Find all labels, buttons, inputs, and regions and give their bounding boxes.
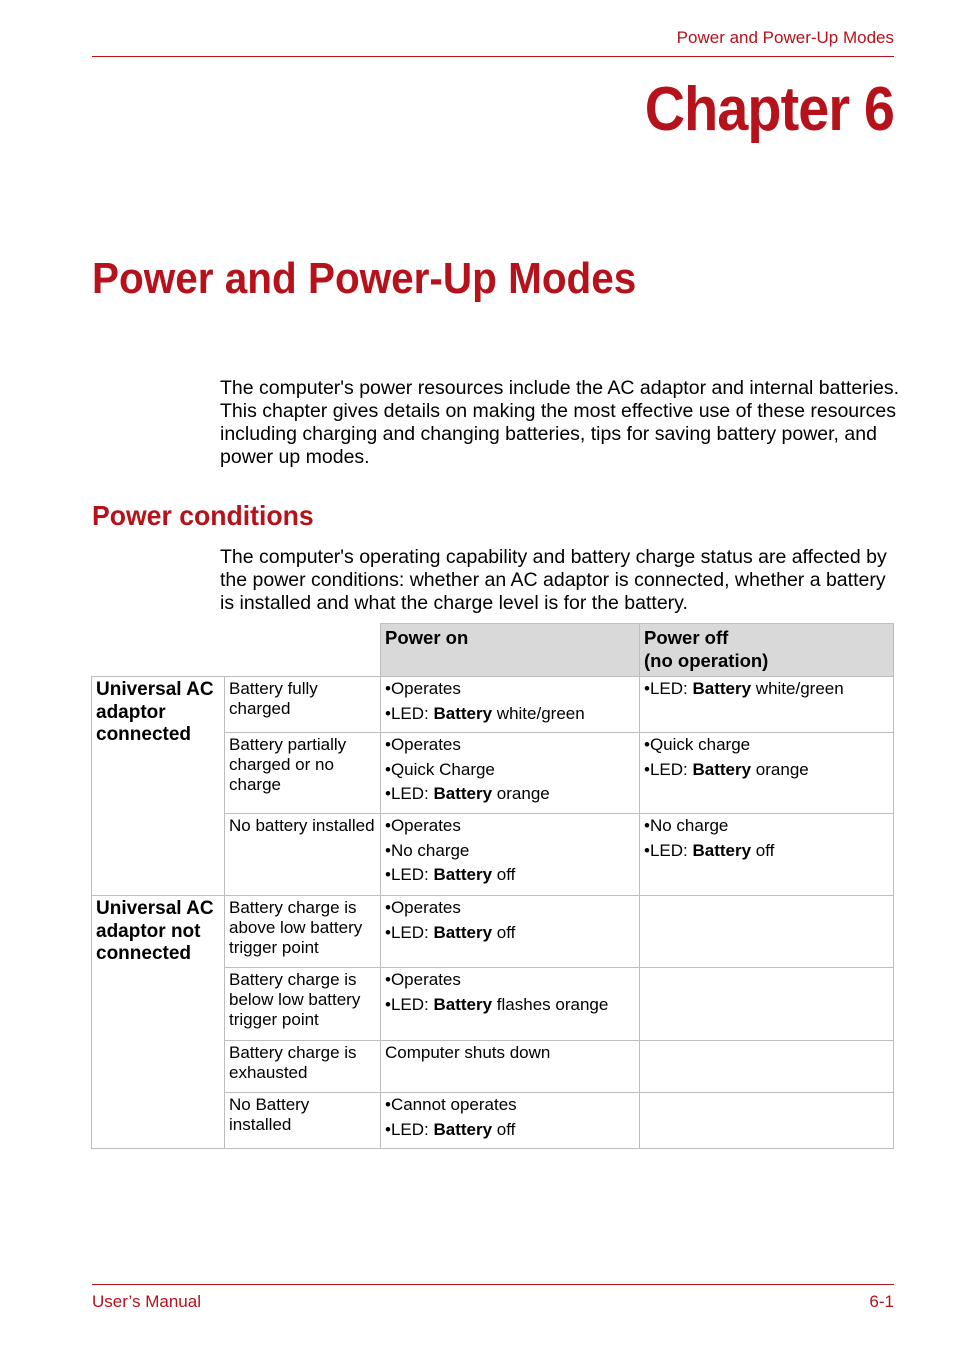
power-off-cell <box>640 1093 894 1149</box>
group-ac-connected: Universal AC adaptor connected <box>92 677 225 896</box>
list-item: • LED: Battery off <box>385 1120 635 1140</box>
power-off-cell <box>640 968 894 1041</box>
section-title: Power conditions <box>92 500 314 531</box>
power-off-cell <box>640 677 894 733</box>
list-item: • Operates <box>385 898 635 918</box>
list-item: • Quick charge <box>644 735 889 755</box>
power-on-cell <box>381 814 640 896</box>
list-item: • LED: Battery off <box>385 865 635 885</box>
empty-corner-cell <box>92 624 381 677</box>
condition-cell: Battery charge is above low battery trigger point <box>225 896 381 968</box>
footer-manual-label: User’s Manual <box>92 1292 201 1311</box>
list-item: • Operates <box>385 970 635 990</box>
list-item: • LED: Battery orange <box>385 784 635 804</box>
list-item: • LED: Battery flashes orange <box>385 995 635 1015</box>
condition-cell: Battery charge is exhausted <box>225 1041 381 1093</box>
list-item: • LED: Battery white/green <box>644 679 889 699</box>
power-off-cell <box>640 814 894 896</box>
condition-cell: Battery fully charged <box>225 677 381 733</box>
power-off-cell <box>640 896 894 968</box>
power-off-cell <box>640 1041 894 1093</box>
list-item: • No charge <box>385 841 635 861</box>
col-header-power-on <box>381 624 640 677</box>
power-on-cell <box>381 896 640 968</box>
list-item: • LED: Battery off <box>644 841 889 861</box>
intro-paragraph: The computer's power resources include the AC adaptor and internal batteries. This chapter gives details on making the most effective use of these resources including charging and changing batteries, tips for saving battery power, and power up modes. <box>220 377 900 468</box>
list-item: • Operates <box>385 816 635 836</box>
power-off-cell <box>640 733 894 814</box>
power-on-cell <box>381 968 640 1041</box>
table-row <box>92 896 894 968</box>
condition-cell: No battery installed <box>225 814 381 896</box>
col-header-power-on-label: Power on <box>385 627 469 648</box>
header-rule <box>92 56 894 57</box>
col-header-power-off-label: Power off <box>644 627 729 648</box>
condition-cell: Battery partially charged or no charge <box>225 733 381 814</box>
power-on-cell: Computer shuts down <box>381 1041 640 1093</box>
section-paragraph: The computer's operating capability and battery charge status are affected by the power conditions: whether an AC adaptor is connected, whether a battery is installed and what the charge level is for the battery. <box>220 546 887 614</box>
list-item: • Operates <box>385 735 635 755</box>
list-item: • LED: Battery white/green <box>385 704 635 724</box>
power-on-cell <box>381 733 640 814</box>
list-item: • Quick Charge <box>385 760 635 780</box>
condition-cell: No Battery installed <box>225 1093 381 1149</box>
col-header-power-off-sub: (no operation) <box>644 650 769 671</box>
table-row <box>92 677 894 733</box>
footer-rule <box>92 1284 894 1285</box>
power-conditions-table <box>91 623 894 1149</box>
condition-cell: Battery charge is below low battery trigger point <box>225 968 381 1041</box>
list-item: • No charge <box>644 816 889 836</box>
power-on-cell <box>381 677 640 733</box>
table-header-row <box>92 624 894 677</box>
list-item: • Cannot operates <box>385 1095 635 1115</box>
group-ac-not-connected: Universal AC adaptor not connected <box>92 896 225 1149</box>
col-header-power-off <box>640 624 894 677</box>
list-item: • LED: Battery off <box>385 923 635 943</box>
list-item: • LED: Battery orange <box>644 760 889 780</box>
page-number: 6-1 <box>869 1292 894 1311</box>
running-header: Power and Power-Up Modes <box>676 28 894 47</box>
chapter-title: Chapter 6 <box>644 75 894 144</box>
list-item: • Operates <box>385 679 635 699</box>
power-on-cell <box>381 1093 640 1149</box>
page-title: Power and Power-Up Modes <box>92 254 637 303</box>
